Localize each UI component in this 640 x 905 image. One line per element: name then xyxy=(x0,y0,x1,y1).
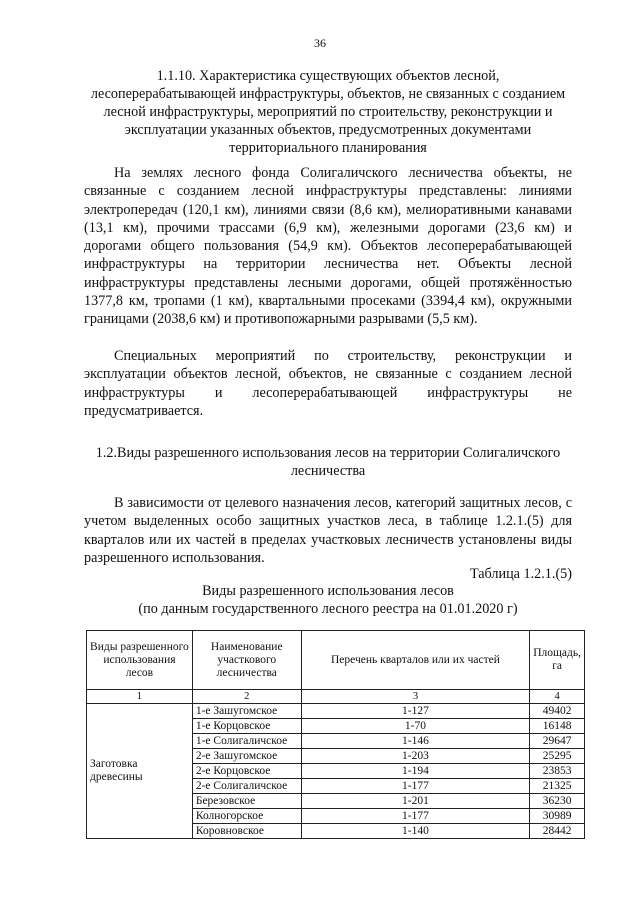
quarters-cell: 1-203 xyxy=(301,749,530,764)
quarters-cell: 1-177 xyxy=(301,809,530,824)
district-cell: Березовское xyxy=(192,794,301,809)
quarters-cell: 1-70 xyxy=(301,719,530,734)
district-cell: 2-е Корцовское xyxy=(192,764,301,779)
header-use-type: Виды разрешенного использования лесов xyxy=(87,631,193,690)
column-number: 3 xyxy=(301,690,530,704)
quarters-cell: 1-140 xyxy=(301,824,530,839)
paragraph-permitted-use: В зависимости от целевого назначения лесов, категорий защитных лесов, с учетом выделенных особо защитных участков леса, в таблице 1.2.1.(5) для кварталов или их частей в пределах участковых лесничеств установлены виды разрешенного использования. xyxy=(84,495,572,566)
quarters-cell: 1-146 xyxy=(301,734,530,749)
area-cell: 30989 xyxy=(530,809,585,824)
area-cell: 29647 xyxy=(530,734,585,749)
district-cell: 2-е Зашугомское xyxy=(192,749,301,764)
paragraph-special-measures: Специальных мероприятий по строительству, реконструкции и эксплуатации объектов лесной, объектов, не связанные с созданием лесной инфраструктуры и лесоперерабатывающей инфраструктуры не предусматривается. xyxy=(84,348,572,419)
area-cell: 25295 xyxy=(530,749,585,764)
column-number: 1 xyxy=(87,690,193,704)
use-type-cell: Заготовка древесины xyxy=(87,704,193,839)
header-quarters: Перечень кварталов или их частей xyxy=(301,631,530,690)
section-heading-1-1-10: 1.1.10. Характеристика существующих объектов лесной, лесоперерабатывающей инфраструктуры, объектов, не связанных с созданием лесной инфраструктуры, мероприятий по строительству, реконструкции и эксплуатации указанных объектов, предусмотренных документами территориального планирования xyxy=(90,68,566,156)
area-cell: 23853 xyxy=(530,764,585,779)
table-header-row xyxy=(87,631,585,690)
quarters-cell: 1-127 xyxy=(301,704,530,719)
area-cell: 28442 xyxy=(530,824,585,839)
permitted-use-table xyxy=(86,630,585,839)
area-cell: 21325 xyxy=(530,779,585,794)
section-heading-1-2: 1.2.Виды разрешенного использования лесов на территории Солигаличского лесничества xyxy=(95,445,561,479)
table-caption xyxy=(84,582,572,618)
table-caption-source: (по данным государственного лесного реестра на 01.01.2020 г) xyxy=(138,601,518,617)
page-number: 36 xyxy=(314,36,326,50)
district-cell: 2-е Солигаличское xyxy=(192,779,301,794)
table-row xyxy=(87,704,585,719)
district-cell: Колногорское xyxy=(192,809,301,824)
column-number: 4 xyxy=(530,690,585,704)
table-number: Таблица 1.2.1.(5) xyxy=(469,566,572,582)
paragraph-infrastructure-objects: На землях лесного фонда Солигаличского лесничества объекты, не связанные с созданием лесной инфраструктуры представлены: линиями электропередач (120,1 км), линиями связи (8,6 км), мелиоративными канавами (13,1 км), прочими трассами (6,9 км), железными дорогами (23,6 км) и дорогами общего пользования (54,9 км). Объектов лесоперерабатывающей инфраструктуры на территории лесничества нет. Объекты лесной инфраструктуры представлены лесными дорогами, общей протяжённостью 1377,8 км, тропами (1 км), квартальными просеками (3394,4 км), окружными границами (2038,6 км) и противопожарными разрывами (5,5 км). xyxy=(84,165,572,328)
area-cell: 36230 xyxy=(530,794,585,809)
quarters-cell: 1-201 xyxy=(301,794,530,809)
district-cell: 1-е Зашугомское xyxy=(192,704,301,719)
header-area: Площадь, га xyxy=(530,631,585,690)
district-cell: 1-е Солигаличское xyxy=(192,734,301,749)
quarters-cell: 1-194 xyxy=(301,764,530,779)
quarters-cell: 1-177 xyxy=(301,779,530,794)
column-number: 2 xyxy=(192,690,301,704)
area-cell: 49402 xyxy=(530,704,585,719)
area-cell: 16148 xyxy=(530,719,585,734)
column-number-row xyxy=(87,690,585,704)
district-cell: 1-е Корцовское xyxy=(192,719,301,734)
header-district: Наименование участкового лесничества xyxy=(192,631,301,690)
table-caption-title: Виды разрешенного использования лесов xyxy=(202,583,454,599)
district-cell: Коровновское xyxy=(192,824,301,839)
